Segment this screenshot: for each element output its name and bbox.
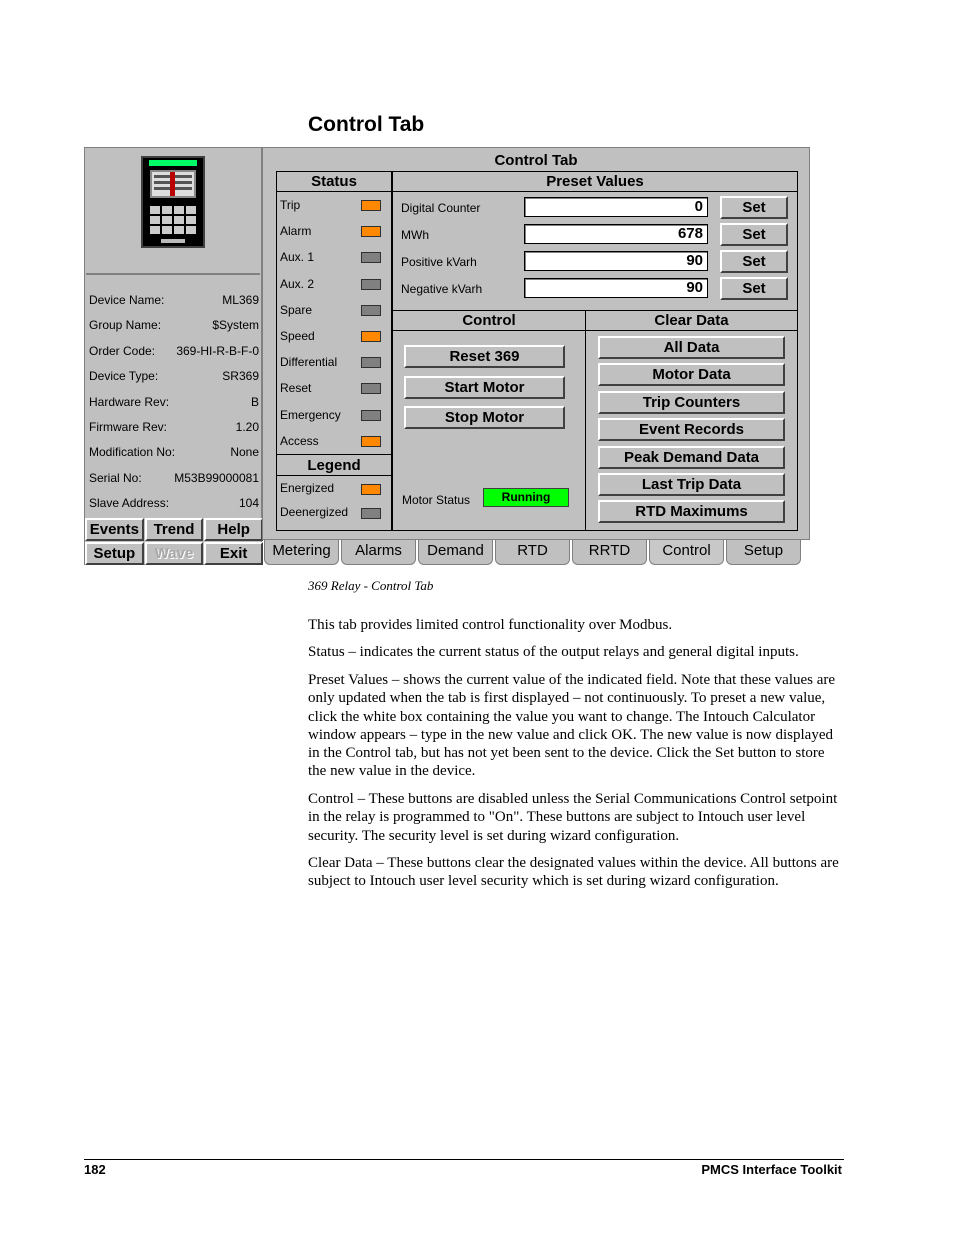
device-panel [84,147,262,565]
stop-motor-button[interactable]: Stop Motor [404,406,565,429]
device-info-row: Device Type: SR369 [89,369,259,384]
control-tab-panel [262,147,810,540]
paragraph: This tab provides limited control functionality over Modbus. [308,617,673,633]
clear-last-trip-button[interactable]: Last Trip Data [598,473,785,496]
clear-data-box [585,310,798,531]
legend-led [361,508,381,519]
footer-rule [84,1159,844,1160]
relay-device-icon [141,156,205,248]
tab-demand[interactable]: Demand [418,540,493,565]
tab-setup[interactable]: Setup [726,540,801,565]
clear-all-data-button[interactable]: All Data [598,336,785,359]
events-button[interactable]: Events [85,518,144,541]
status-row: Aux. 2 [277,271,391,297]
device-info-row: Slave Address: 104 [89,496,259,511]
tab-alarms[interactable]: Alarms [341,540,416,565]
status-row: Alarm [277,218,391,244]
tab-control[interactable]: Control [649,540,724,565]
legend-row: Deenergized [277,500,391,524]
clear-peak-demand-button[interactable]: Peak Demand Data [598,446,785,469]
device-info-row: Modification No: None [89,445,259,460]
device-info-row: Group Name: $System [89,318,259,333]
start-motor-button[interactable]: Start Motor [404,376,565,399]
tab-bar [262,540,810,566]
reset-369-button[interactable]: Reset 369 [404,345,565,368]
device-image-area [86,149,260,275]
paragraph: Clear Data – These buttons clear the designated values within the device. All buttons are subject to Intouch user level security which is set during wizard configuration. [308,855,839,890]
device-info-list [89,288,259,517]
tab-rrtd[interactable]: RRTD [572,540,647,565]
figure-caption: 369 Relay - Control Tab [308,578,434,593]
wave-button: Wave [145,542,204,565]
nav-buttons-row-2 [85,542,263,565]
status-row: Trip [277,192,391,218]
status-box [276,171,392,531]
tab-rtd[interactable]: RTD [495,540,570,565]
status-led [361,357,381,368]
status-row: Spare [277,297,391,323]
control-box [392,310,586,531]
page-heading: Control Tab [308,113,425,136]
legend-row: Energized [277,476,391,500]
preset-values-box [392,171,798,311]
mwh-field[interactable]: 678 [524,224,708,244]
paragraph: Status – indicates the current status of the output relays and general digital inputs. [308,644,799,660]
legend-led [361,484,381,495]
status-row: Reset [277,375,391,401]
panel-title: Control Tab [494,152,578,169]
negative-kvarh-field[interactable]: 90 [524,278,708,298]
preset-row: Digital Counter 0 Set [393,194,797,221]
status-led [361,252,381,263]
control-header: Control [393,311,585,331]
device-info-row: Order Code: 369-HI-R-B-F-0 [89,343,259,358]
page-number: 182 [84,1162,106,1177]
set-button[interactable]: Set [720,196,788,219]
set-button[interactable]: Set [720,223,788,246]
motor-status-label: Motor Status [402,493,471,507]
paragraph: Preset Values – shows the current value of the indicated field. Note that these values are only updated when the tab is first displayed – not continuously. To preset a new value, click the white box containing the value you want to change. The Intouch Calculator window appears – type in the new value and click OK. The new value is now displayed in the Control tab, but has not yet been sent to the device. Click the Set button to store the new value in the device. [308,672,836,780]
tab-metering[interactable]: Metering [264,540,339,565]
clear-event-records-button[interactable]: Event Records [598,418,785,441]
footer-title: PMCS Interface Toolkit [701,1162,842,1177]
status-led [361,383,381,394]
preset-row: Negative kVarh 90 Set [393,275,797,302]
status-row: Access [277,428,391,454]
status-led [361,279,381,290]
exit-button[interactable]: Exit [204,542,263,565]
clear-rtd-maximums-button[interactable]: RTD Maximums [598,500,785,523]
status-led [361,200,381,211]
clear-motor-data-button[interactable]: Motor Data [598,363,785,386]
status-row: Aux. 1 [277,244,391,270]
motor-status-indicator: Running [483,488,569,507]
status-led [361,331,381,342]
status-header: Status [277,172,391,192]
device-info-row: Hardware Rev: B [89,394,259,409]
preset-row: MWh 678 Set [393,221,797,248]
device-info-row: Device Name: ML369 [89,293,259,307]
status-led [361,436,381,447]
status-row: Speed [277,323,391,349]
set-button[interactable]: Set [720,277,788,300]
clear-data-header: Clear Data [586,311,797,331]
status-row: Differential [277,349,391,375]
help-button[interactable]: Help [204,518,263,541]
paragraph: Control – These buttons are disabled unless the Serial Communications Control setpoint in the relay is programmed to "On". These buttons are subject to Intouch user level security. The security level is set during wizard configuration. [308,791,838,844]
setup-button[interactable]: Setup [85,542,144,565]
nav-buttons-row-1 [85,518,263,541]
status-row: Emergency [277,402,391,428]
status-led [361,226,381,237]
legend-header: Legend [277,454,391,476]
status-led [361,305,381,316]
status-led [361,410,381,421]
device-info-row: Firmware Rev: 1.20 [89,419,259,434]
preset-row: Positive kVarh 90 Set [393,248,797,275]
relay-screenshot [84,147,810,567]
trend-button[interactable]: Trend [145,518,204,541]
positive-kvarh-field[interactable]: 90 [524,251,708,271]
preset-header: Preset Values [393,172,797,192]
set-button[interactable]: Set [720,250,788,273]
clear-trip-counters-button[interactable]: Trip Counters [598,391,785,414]
device-info-row: Serial No: M53B99000081 [89,470,259,485]
digital-counter-field[interactable]: 0 [524,197,708,217]
